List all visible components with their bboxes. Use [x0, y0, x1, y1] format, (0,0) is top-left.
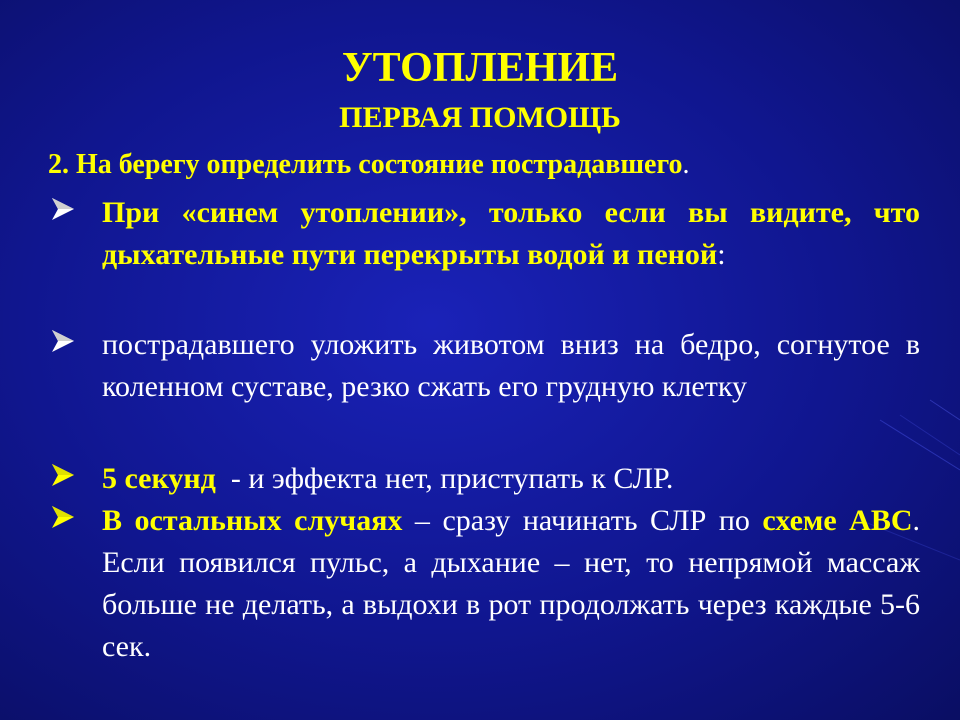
intro-period: . [682, 149, 690, 180]
bullet-item-2 [48, 324, 920, 408]
bullet-item-1 [48, 192, 920, 276]
bullet-text-2 [102, 324, 920, 408]
arrowhead-bullet-icon [48, 502, 78, 532]
arrowhead-bullet-icon [48, 194, 78, 224]
slide-subtitle: ПЕРВАЯ ПОМОЩЬ [339, 101, 621, 134]
bullet-3-highlight: 5 секунд [102, 462, 216, 495]
slide-title: УТОПЛЕНИЕ [341, 45, 619, 91]
bullet-3-tail: - и эффекта нет, приступать к СЛР. [215, 462, 674, 495]
bullet-1-tail: : [717, 238, 726, 271]
bullet-text-1 [102, 192, 920, 276]
arrowhead-bullet-icon [48, 460, 78, 490]
intro-text: 2. На берегу определить состояние пострадавшего [48, 149, 683, 180]
intro-line [48, 147, 928, 183]
bullet-item-4 [48, 500, 920, 668]
bullet-4-text-2: . Если появился пульс, а дыхание – нет, то непрямой массаж больше не делать, а выдохи в рот продолжать через каждые 5-6 сек. [102, 504, 920, 663]
bullet-4-highlight-2: схеме АВС [762, 504, 913, 537]
bullet-item-3 [48, 458, 920, 500]
arrowhead-bullet-icon [48, 326, 78, 356]
bullet-4-text-1: – сразу начинать СЛР по [402, 504, 763, 537]
bullet-4-highlight-1: В остальных случаях [102, 504, 403, 537]
bullet-1-highlight: При «синем утоплении», только если вы видите, что дыхательные пути перекрыты водой и пеной [102, 196, 920, 271]
bullet-2-text: пострадавшего уложить животом вниз на бедро, согнутое в коленном суставе, резко сжать его грудную клетку [102, 328, 920, 403]
bullet-text-4 [102, 500, 920, 668]
bullet-text-3 [102, 458, 920, 500]
